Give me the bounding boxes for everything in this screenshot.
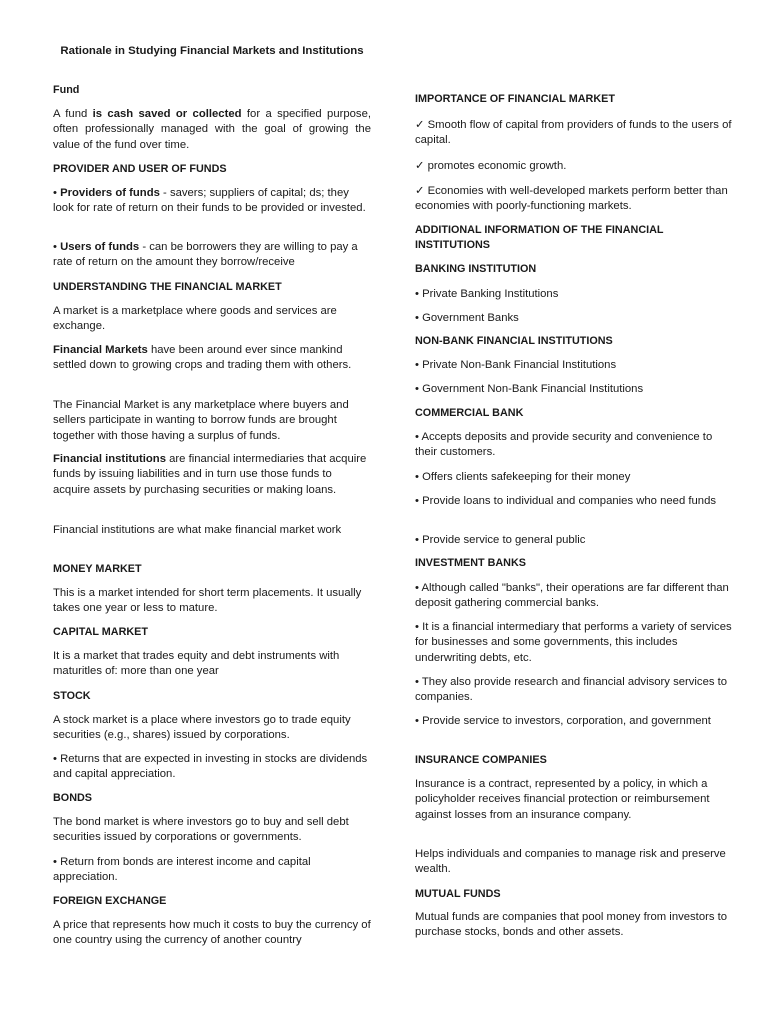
insurance-purpose: Helps individuals and companies to manage risk and preserve wealth. bbox=[415, 848, 726, 876]
commercial-item-1: • Accepts deposits and provide security and convenience to their customers. bbox=[415, 431, 713, 459]
non-bank-item-1: • Private Non-Bank Financial Institutions bbox=[415, 359, 617, 371]
mutual-funds-heading: MUTUAL FUNDS bbox=[415, 888, 501, 900]
financial-markets-paragraph: Financial Markets have been around ever since mankind settled down to growing crops and trading them with others. bbox=[53, 344, 352, 372]
importance-item-3: ✓ Economies with well-developed markets perform better than economies with poorly-functioning markets. bbox=[415, 185, 728, 213]
bonds-bullet: • Return from bonds are interest income and capital appreciation. bbox=[53, 856, 311, 884]
stock-heading: STOCK bbox=[53, 690, 91, 702]
money-market-text: This is a market intended for short term placements. It usually takes one year or less to mature. bbox=[53, 587, 362, 615]
commercial-item-3: • Provide loans to individual and companies who need funds bbox=[415, 495, 717, 507]
understanding-heading: UNDERSTANDING THE FINANCIAL MARKET bbox=[53, 281, 282, 293]
investment-item-2: • It is a financial intermediary that performs a variety of services for businesses and some governments, this includes underwriting debts, etc. bbox=[415, 621, 732, 664]
stock-text: A stock market is a place where investors go to trade equity securities (e.g., shares) issued by corporations. bbox=[53, 714, 351, 742]
additional-info-heading: ADDITIONAL INFORMATION OF THE FINANCIAL INSTITUTIONS bbox=[415, 224, 664, 252]
market-definition: A market is a marketplace where goods and services are exchange. bbox=[53, 305, 337, 333]
insurance-definition: Insurance is a contract, represented by a policy, in which a policyholder receives financial protection or reimbursement against losses from an insurance company. bbox=[415, 778, 710, 821]
commercial-item-4: • Provide service to general public bbox=[415, 534, 586, 546]
mutual-funds-text: Mutual funds are companies that pool money from investors to purchase stocks, bonds and other assets. bbox=[415, 911, 728, 939]
banking-institution-heading: BANKING INSTITUTION bbox=[415, 263, 537, 275]
financial-institutions-work: Financial institutions are what make financial market work bbox=[53, 524, 342, 536]
investment-banks-heading: INVESTMENT BANKS bbox=[415, 557, 526, 569]
investment-item-3: • They also provide research and financial advisory services to companies. bbox=[415, 676, 728, 704]
commercial-bank-heading: COMMERCIAL BANK bbox=[415, 407, 524, 419]
financial-market-definition: The Financial Market is any marketplace where buyers and sellers participate in wanting to borrow funds are brought together with those having a surplus of funds. bbox=[53, 399, 349, 442]
financial-institutions-paragraph: Financial institutions are financial intermediaries that acquire funds by issuing liabilities and in turn use those funds to acquire assets by purchasing securities or making loans. bbox=[53, 453, 367, 496]
non-bank-heading: NON-BANK FINANCIAL INSTITUTIONS bbox=[415, 335, 613, 347]
bonds-text: The bond market is where investors go to buy and sell debt securities issued by corporations or governments. bbox=[53, 816, 349, 844]
bonds-heading: BONDS bbox=[53, 792, 92, 804]
non-bank-item-2: • Government Non-Bank Financial Institutions bbox=[415, 383, 644, 395]
capital-market-text: It is a market that trades equity and debt instruments with maturitles of: more than one year bbox=[53, 650, 340, 678]
foreign-exchange-heading: FOREIGN EXCHANGE bbox=[53, 895, 167, 907]
banking-item-1: • Private Banking Institutions bbox=[415, 288, 559, 300]
providers-bullet: • Providers of funds - savers; suppliers of capital; ds; they look for rate of return on their funds to be provided or invested. bbox=[53, 187, 366, 215]
fund-heading: Fund bbox=[53, 84, 80, 96]
investment-item-4: • Provide service to investors, corporation, and government bbox=[415, 715, 711, 727]
importance-item-2: ✓ promotes economic growth. bbox=[415, 160, 567, 172]
importance-heading: IMPORTANCE OF FINANCIAL MARKET bbox=[415, 93, 615, 105]
investment-item-1: • Although called "banks", their operations are far different than deposit gathering commercial banks. bbox=[415, 582, 729, 610]
importance-item-1: ✓ Smooth flow of capital from providers of funds to the users of capital. bbox=[415, 119, 732, 147]
foreign-exchange-text: A price that represents how much it costs to buy the currency of one country using the currency of another country bbox=[53, 919, 371, 947]
money-market-heading: MONEY MARKET bbox=[53, 563, 142, 575]
capital-market-heading: CAPITAL MARKET bbox=[53, 626, 148, 638]
stock-bullet: • Returns that are expected in investing in stocks are dividends and capital appreciation. bbox=[53, 753, 368, 781]
banking-item-2: • Government Banks bbox=[415, 312, 519, 324]
users-bullet: • Users of funds - can be borrowers they are willing to pay a rate of return on the amount they borrow/receive bbox=[53, 241, 358, 269]
fund-paragraph: A fund is cash saved or collected for a specified purpose, often professionally managed with the goal of growing the value of the fund over time. bbox=[53, 108, 371, 151]
commercial-item-2: • Offers clients safekeeping for their money bbox=[415, 471, 631, 483]
document-title: Rationale in Studying Financial Markets and Institutions bbox=[60, 45, 364, 57]
insurance-heading: INSURANCE COMPANIES bbox=[415, 754, 547, 766]
provider-user-heading: PROVIDER AND USER OF FUNDS bbox=[53, 163, 227, 175]
